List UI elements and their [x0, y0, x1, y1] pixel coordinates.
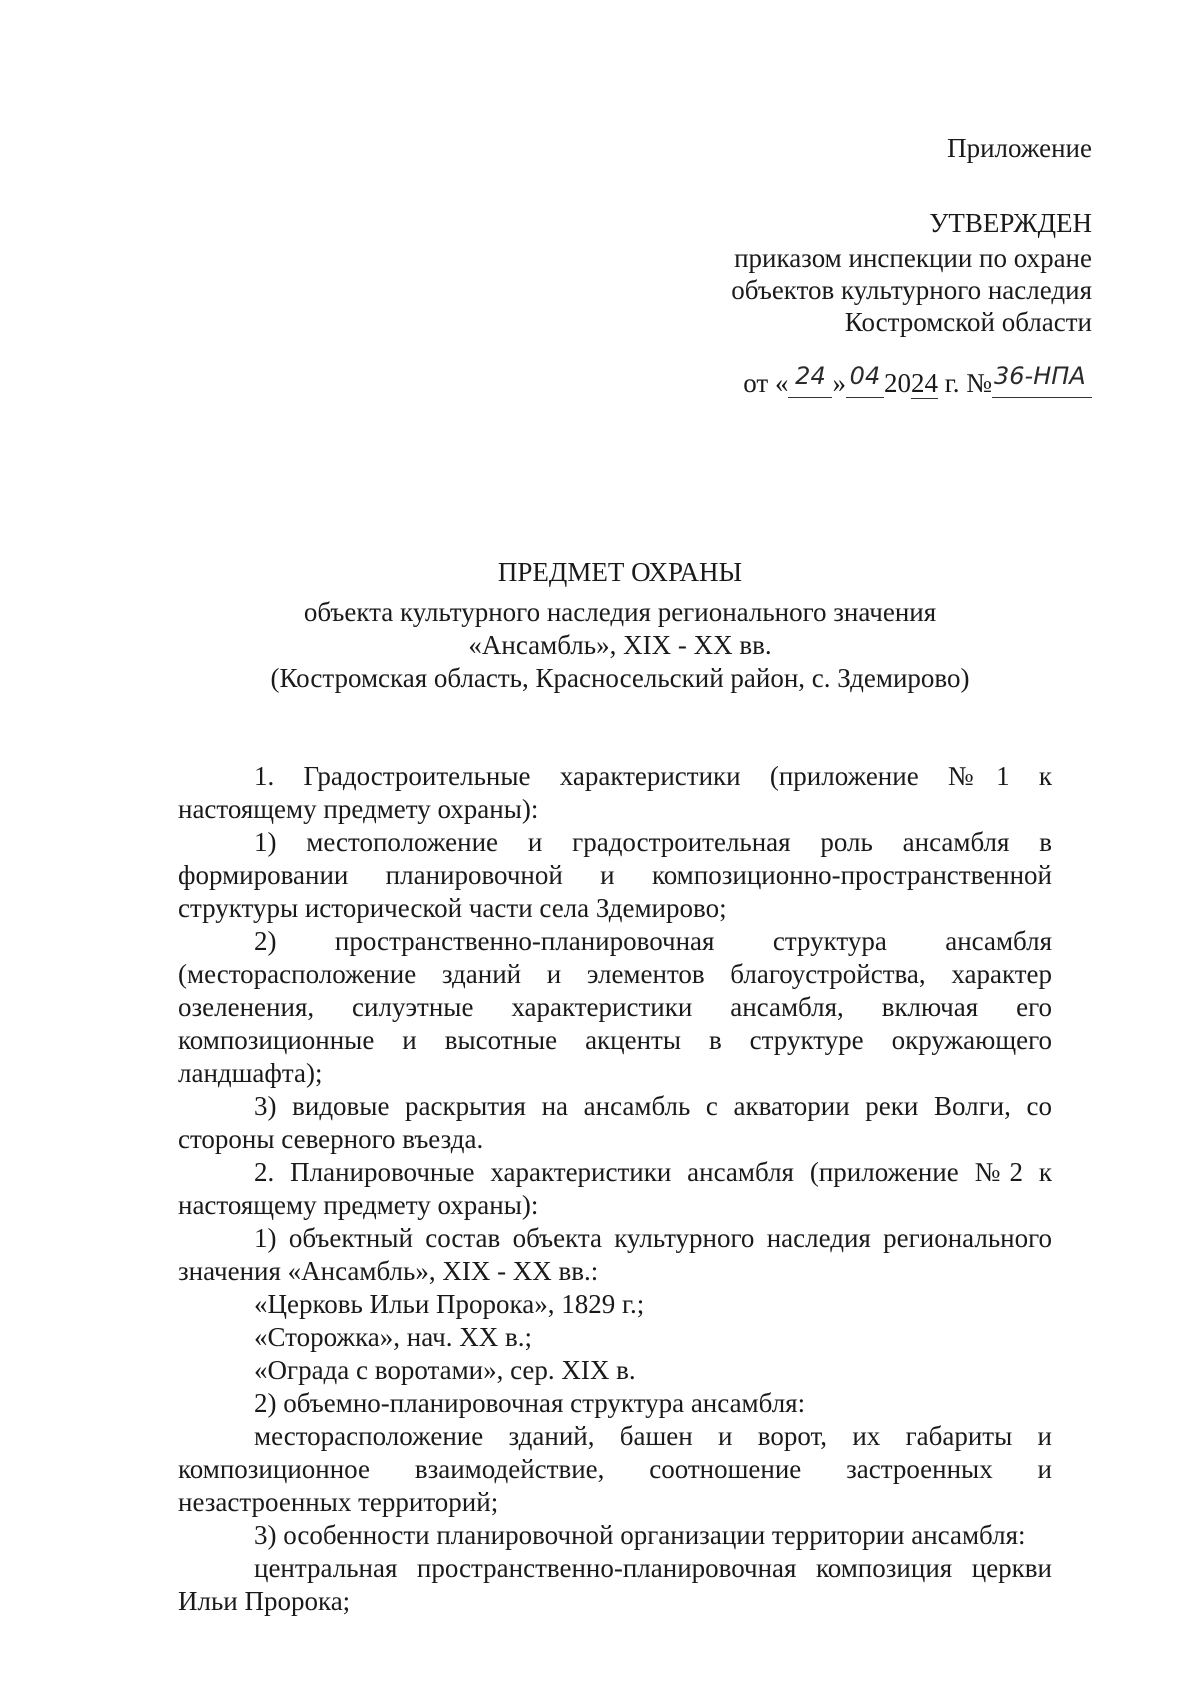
document-body — [178, 760, 1052, 1618]
document-subtitle-line: (Костромская область, Красносельский район, с. Здемирово) — [270, 663, 970, 693]
body-paragraph: «Сторожка», нач. XX в.; — [254, 1322, 532, 1352]
date-month-handwritten: 04 — [849, 362, 881, 390]
order-date-line — [743, 363, 1092, 403]
body-paragraph: 1. Градостроительные характеристики (приложение №1 к настоящему предмету охраны): — [178, 761, 1052, 824]
date-day-field — [788, 362, 832, 398]
approved-by-line: приказом инспекции по охране — [734, 243, 1092, 273]
body-paragraph: 2. Планировочные характеристики ансамбля (приложение №2 к настоящему предмету охраны): — [178, 1157, 1052, 1220]
date-year-unit: г. № — [937, 368, 992, 398]
date-year-prefix: 20 — [883, 368, 911, 398]
body-paragraph: центральная пространственно-планировочная композиция церкви Ильи Пророка; — [178, 1553, 1052, 1616]
order-number-handwritten: 36-НПА — [994, 362, 1086, 390]
document-subtitle-line: объекта культурного наследия регионального значения — [303, 597, 937, 627]
body-paragraph: «Ограда с воротами», сер. XIX в. — [254, 1355, 636, 1385]
body-paragraph: 1) объектный состав объекта культурного наследия регионального значения «Ансамбль», XIX - XX вв.: — [178, 1223, 1052, 1286]
order-number-field — [992, 362, 1092, 398]
date-month-field — [846, 362, 884, 398]
document-title: ПРЕДМЕТ ОХРАНЫ — [497, 557, 743, 587]
body-paragraph: 3) особенности планировочной организации территории ансамбля: — [254, 1520, 1026, 1550]
body-paragraph: «Церковь Ильи Пророка», 1829 г.; — [254, 1289, 645, 1319]
body-paragraph: 2) объемно-планировочная структура ансамбля: — [254, 1388, 806, 1418]
approved-by-line: Костромской области — [844, 307, 1092, 337]
approved-label: УТВЕРЖДЕН — [929, 208, 1092, 238]
date-day-handwritten: 24 — [795, 362, 826, 390]
appendix-label: Приложение — [947, 133, 1092, 163]
body-paragraph: месторасположение зданий, башен и ворот, их габариты и композиционное взаимодействие, соотношение застроенных и незастроенных территорий; — [178, 1421, 1052, 1517]
approved-by-line: объектов культурного наследия — [731, 275, 1092, 305]
body-paragraph: 2) пространственно-планировочная структура ансамбля (месторасположение зданий и элементов благоустройства, характер озеленения, силуэтные характеристики ансамбля, включая его композиционные и высотные акценты в структуре окружающего ландшафта); — [178, 926, 1052, 1088]
date-separator: » — [832, 368, 846, 398]
date-prefix: от « — [743, 368, 789, 398]
body-paragraph: 1) местоположение и градостроительная роль ансамбля в формировании планировочной и композиционно-пространственной структуры исторической части села Здемирово; — [178, 827, 1052, 923]
body-paragraph: 3) видовые раскрытия на ансамбль с акватории реки Волги, со стороны северного въезда. — [178, 1091, 1052, 1154]
date-year-suffix: 24 — [910, 368, 938, 398]
document-subtitle-line: «Ансамбль», XIX - XX вв. — [468, 630, 772, 660]
